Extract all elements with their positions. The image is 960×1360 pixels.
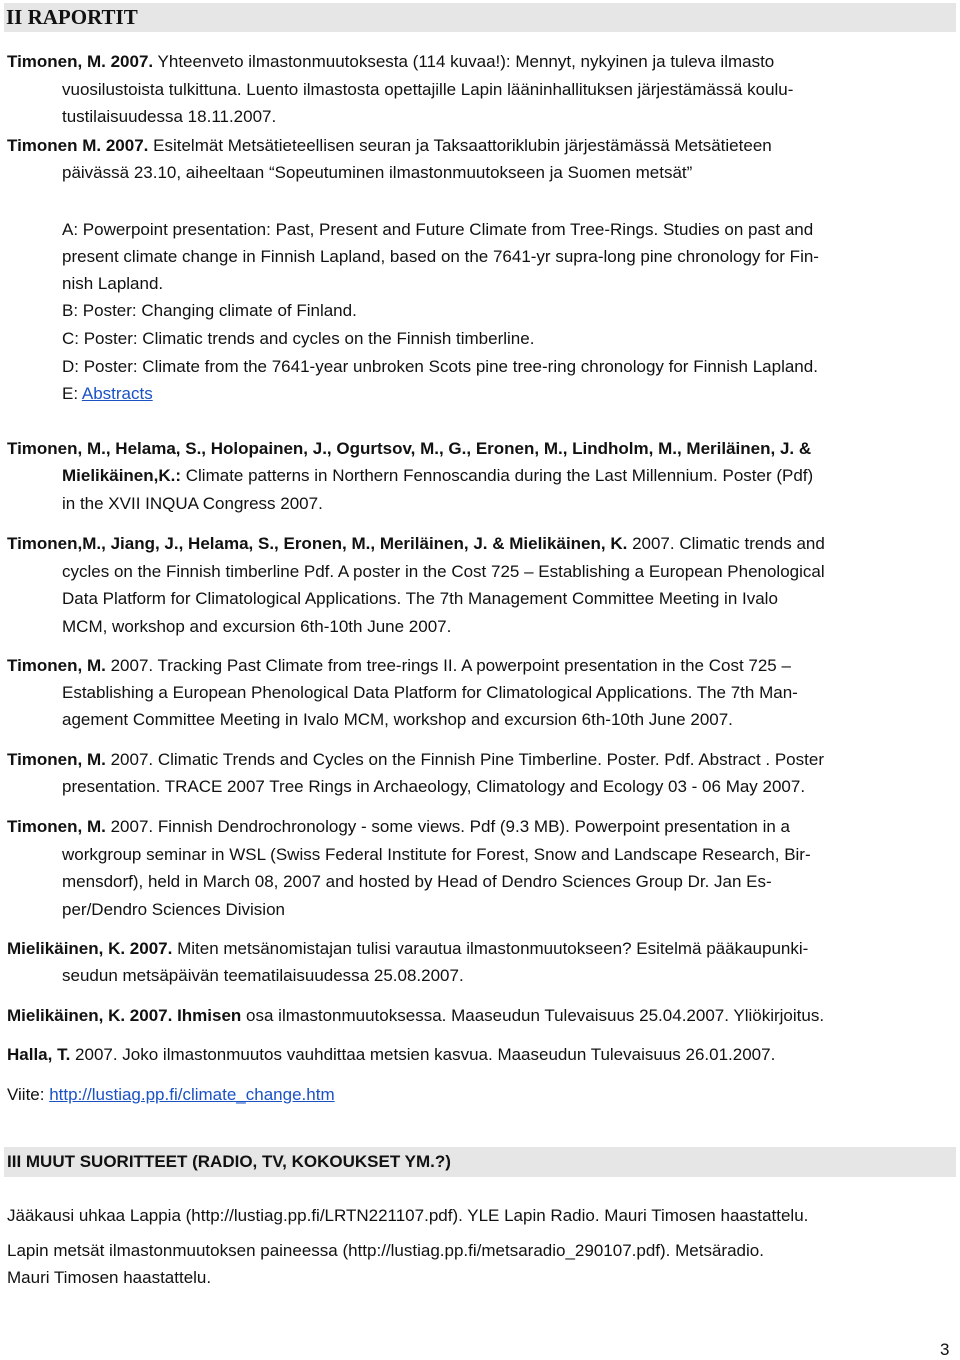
entry-2-item-c: C: Poster: Climatic trends and cycles on the Finnish timberline. <box>62 329 535 348</box>
entry-9-text: osa ilmastonmuutoksessa. Maaseudun Tulevaisuus 25.04.2007. Yliökirjoitus. <box>241 1006 825 1025</box>
entry-8-line-2: seudun metsäpäivän teematilaisuudessa 25.08.2007. <box>62 966 464 985</box>
reference-line <box>7 1085 335 1105</box>
entry-10-line-1 <box>7 1045 775 1065</box>
entry-2-item-e <box>62 384 153 404</box>
entry-9-author: Mielikäinen, K. 2007. Ihmisen <box>7 1006 242 1025</box>
entry-5-line-1 <box>7 656 791 676</box>
entry-1-line-3: tustilaisuudessa 18.11.2007. <box>62 107 277 126</box>
entry-7-line-2: workgroup seminar in WSL (Swiss Federal Institute for Forest, Snow and Landscape Research, Bir- <box>62 845 811 864</box>
entry-4-line-4: MCM, workshop and excursion 6th-10th June 2007. <box>62 617 452 636</box>
entry-3-line-3: in the XVII INQUA Congress 2007. <box>62 494 323 513</box>
section-heading-muut-suoritteet: III MUUT SUORITTEET (RADIO, TV, KOKOUKSET YM.?) <box>4 1147 956 1177</box>
entry-8-text: Miten metsänomistajan tulisi varautua ilmastonmuutokseen? Esitelmä pääkaupunki- <box>172 939 809 958</box>
entry-2-author: Timonen M. 2007. <box>7 136 149 155</box>
entry-1-text: Yhteenveto ilmastonmuutoksesta (114 kuvaa!): Mennyt, nykyinen ja tuleva ilmasto <box>153 52 775 71</box>
section-iii-item-1: Jääkausi uhkaa Lappia (http://lustiag.pp.fi/LRTN221107.pdf). YLE Lapin Radio. Mauri Timosen haastattelu. <box>7 1206 809 1225</box>
entry-3-authors: Timonen, M., Helama, S., Holopainen, J., Ogurtsov, M., G., Eronen, M., Lindholm, M., Meriläinen, J. & <box>7 439 812 458</box>
entry-6-line-2: presentation. TRACE 2007 Tree Rings in Archaeology, Climatology and Ecology 03 - 06 May 2007. <box>62 777 806 796</box>
entry-8-author: Mielikäinen, K. 2007. <box>7 939 173 958</box>
entry-2-item-a-line-2: present climate change in Finnish Lapland, based on the 7641-yr supra-long pine chronology for Fin- <box>62 247 819 266</box>
entry-3-author-tail: Mielikäinen,K.: <box>62 466 182 485</box>
entry-6-line-1 <box>7 750 824 770</box>
entry-6-text: 2007. Climatic Trends and Cycles on the Finnish Pine Timberline. Poster. Pdf. Abstract . Poster <box>105 750 824 769</box>
entry-4-line-3: Data Platform for Climatological Applications. The 7th Management Committee Meeting in Ivalo <box>62 589 778 608</box>
entry-2-item-a-line-3: nish Lapland. <box>62 274 164 293</box>
entry-1-line-1 <box>7 52 774 72</box>
entry-4-text: 2007. Climatic trends and <box>627 534 825 553</box>
entry-7-author: Timonen, M. <box>7 817 106 836</box>
section-iii-item-2-line-2: Mauri Timosen haastattelu. <box>7 1268 212 1287</box>
entry-4-authors: Timonen,M., Jiang, J., Helama, S., Eronen, M., Meriläinen, J. & Mielikäinen, K. <box>7 534 628 553</box>
entry-2-item-a-line-1: A: Powerpoint presentation: Past, Present and Future Climate from Tree-Rings. Studies on past and <box>62 220 814 239</box>
entry-2-text: Esitelmät Metsätieteellisen seuran ja Taksaattoriklubin järjestämässä Metsätieteen <box>148 136 772 155</box>
entry-1-author: Timonen, M. 2007. <box>7 52 154 71</box>
entry-5-line-2: Establishing a European Phenological Data Platform for Climatological Applications. The 7th Man- <box>62 683 798 702</box>
entry-5-author: Timonen, M. <box>7 656 106 675</box>
abstracts-link[interactable]: Abstracts <box>81 384 153 403</box>
climate-change-link[interactable]: http://lustiag.pp.fi/climate_change.htm <box>49 1085 335 1104</box>
entry-7-line-1 <box>7 817 790 837</box>
entry-7-text: 2007. Finnish Dendrochronology - some views. Pdf (9.3 MB). Powerpoint presentation in a <box>105 817 790 836</box>
entry-7-line-3: mensdorf), held in March 08, 2007 and hosted by Head of Dendro Sciences Group Dr. Jan Es- <box>62 872 772 891</box>
entry-4-line-2: cycles on the Finnish timberline Pdf. A poster in the Cost 725 – Establishing a European Phenological <box>62 562 825 581</box>
entry-5-text: 2007. Tracking Past Climate from tree-rings II. A powerpoint presentation in the Cost 725 – <box>105 656 791 675</box>
entry-2-item-d: D: Poster: Climate from the 7641-year unbroken Scots pine tree-ring chronology for Finnish Lapland. <box>62 357 818 376</box>
entry-2-line-2: päivässä 23.10, aiheeltaan “Sopeutuminen ilmastonmuutokseen ja Suomen metsät” <box>62 163 693 182</box>
item-e-prefix: E: <box>62 384 82 403</box>
entry-10-author: Halla, T. <box>7 1045 71 1064</box>
entry-3-line-2 <box>62 466 813 486</box>
entry-6-author: Timonen, M. <box>7 750 106 769</box>
entry-8-line-1 <box>7 939 808 959</box>
entry-2-line-1 <box>7 136 772 156</box>
entry-7-line-4: per/Dendro Sciences Division <box>62 900 285 919</box>
entry-10-text: 2007. Joko ilmastonmuutos vauhdittaa metsien kasvua. Maaseudun Tulevaisuus 26.01.2007. <box>70 1045 776 1064</box>
entry-1-line-2: vuosilustoista tulkittuna. Luento ilmastosta opettajille Lapin lääninhallituksen järjestämässä koulu- <box>62 80 794 99</box>
entry-2-item-b: B: Poster: Changing climate of Finland. <box>62 301 357 320</box>
reference-prefix: Viite: <box>7 1085 50 1104</box>
section-iii-item-2-line-1: Lapin metsät ilmastonmuutoksen paineessa (http://lustiag.pp.fi/metsaradio_290107.pdf). Metsäradio. <box>7 1241 764 1260</box>
entry-3-text: Climate patterns in Northern Fennoscandia during the Last Millennium. Poster (Pdf) <box>181 466 814 485</box>
section-heading-raportit: II RAPORTIT <box>4 3 956 32</box>
page-number: 3 <box>940 1340 950 1359</box>
entry-4-line-1 <box>7 534 825 554</box>
entry-9-line-1 <box>7 1006 824 1026</box>
entry-5-line-3: agement Committee Meeting in Ivalo MCM, workshop and excursion 6th-10th June 2007. <box>62 710 733 729</box>
